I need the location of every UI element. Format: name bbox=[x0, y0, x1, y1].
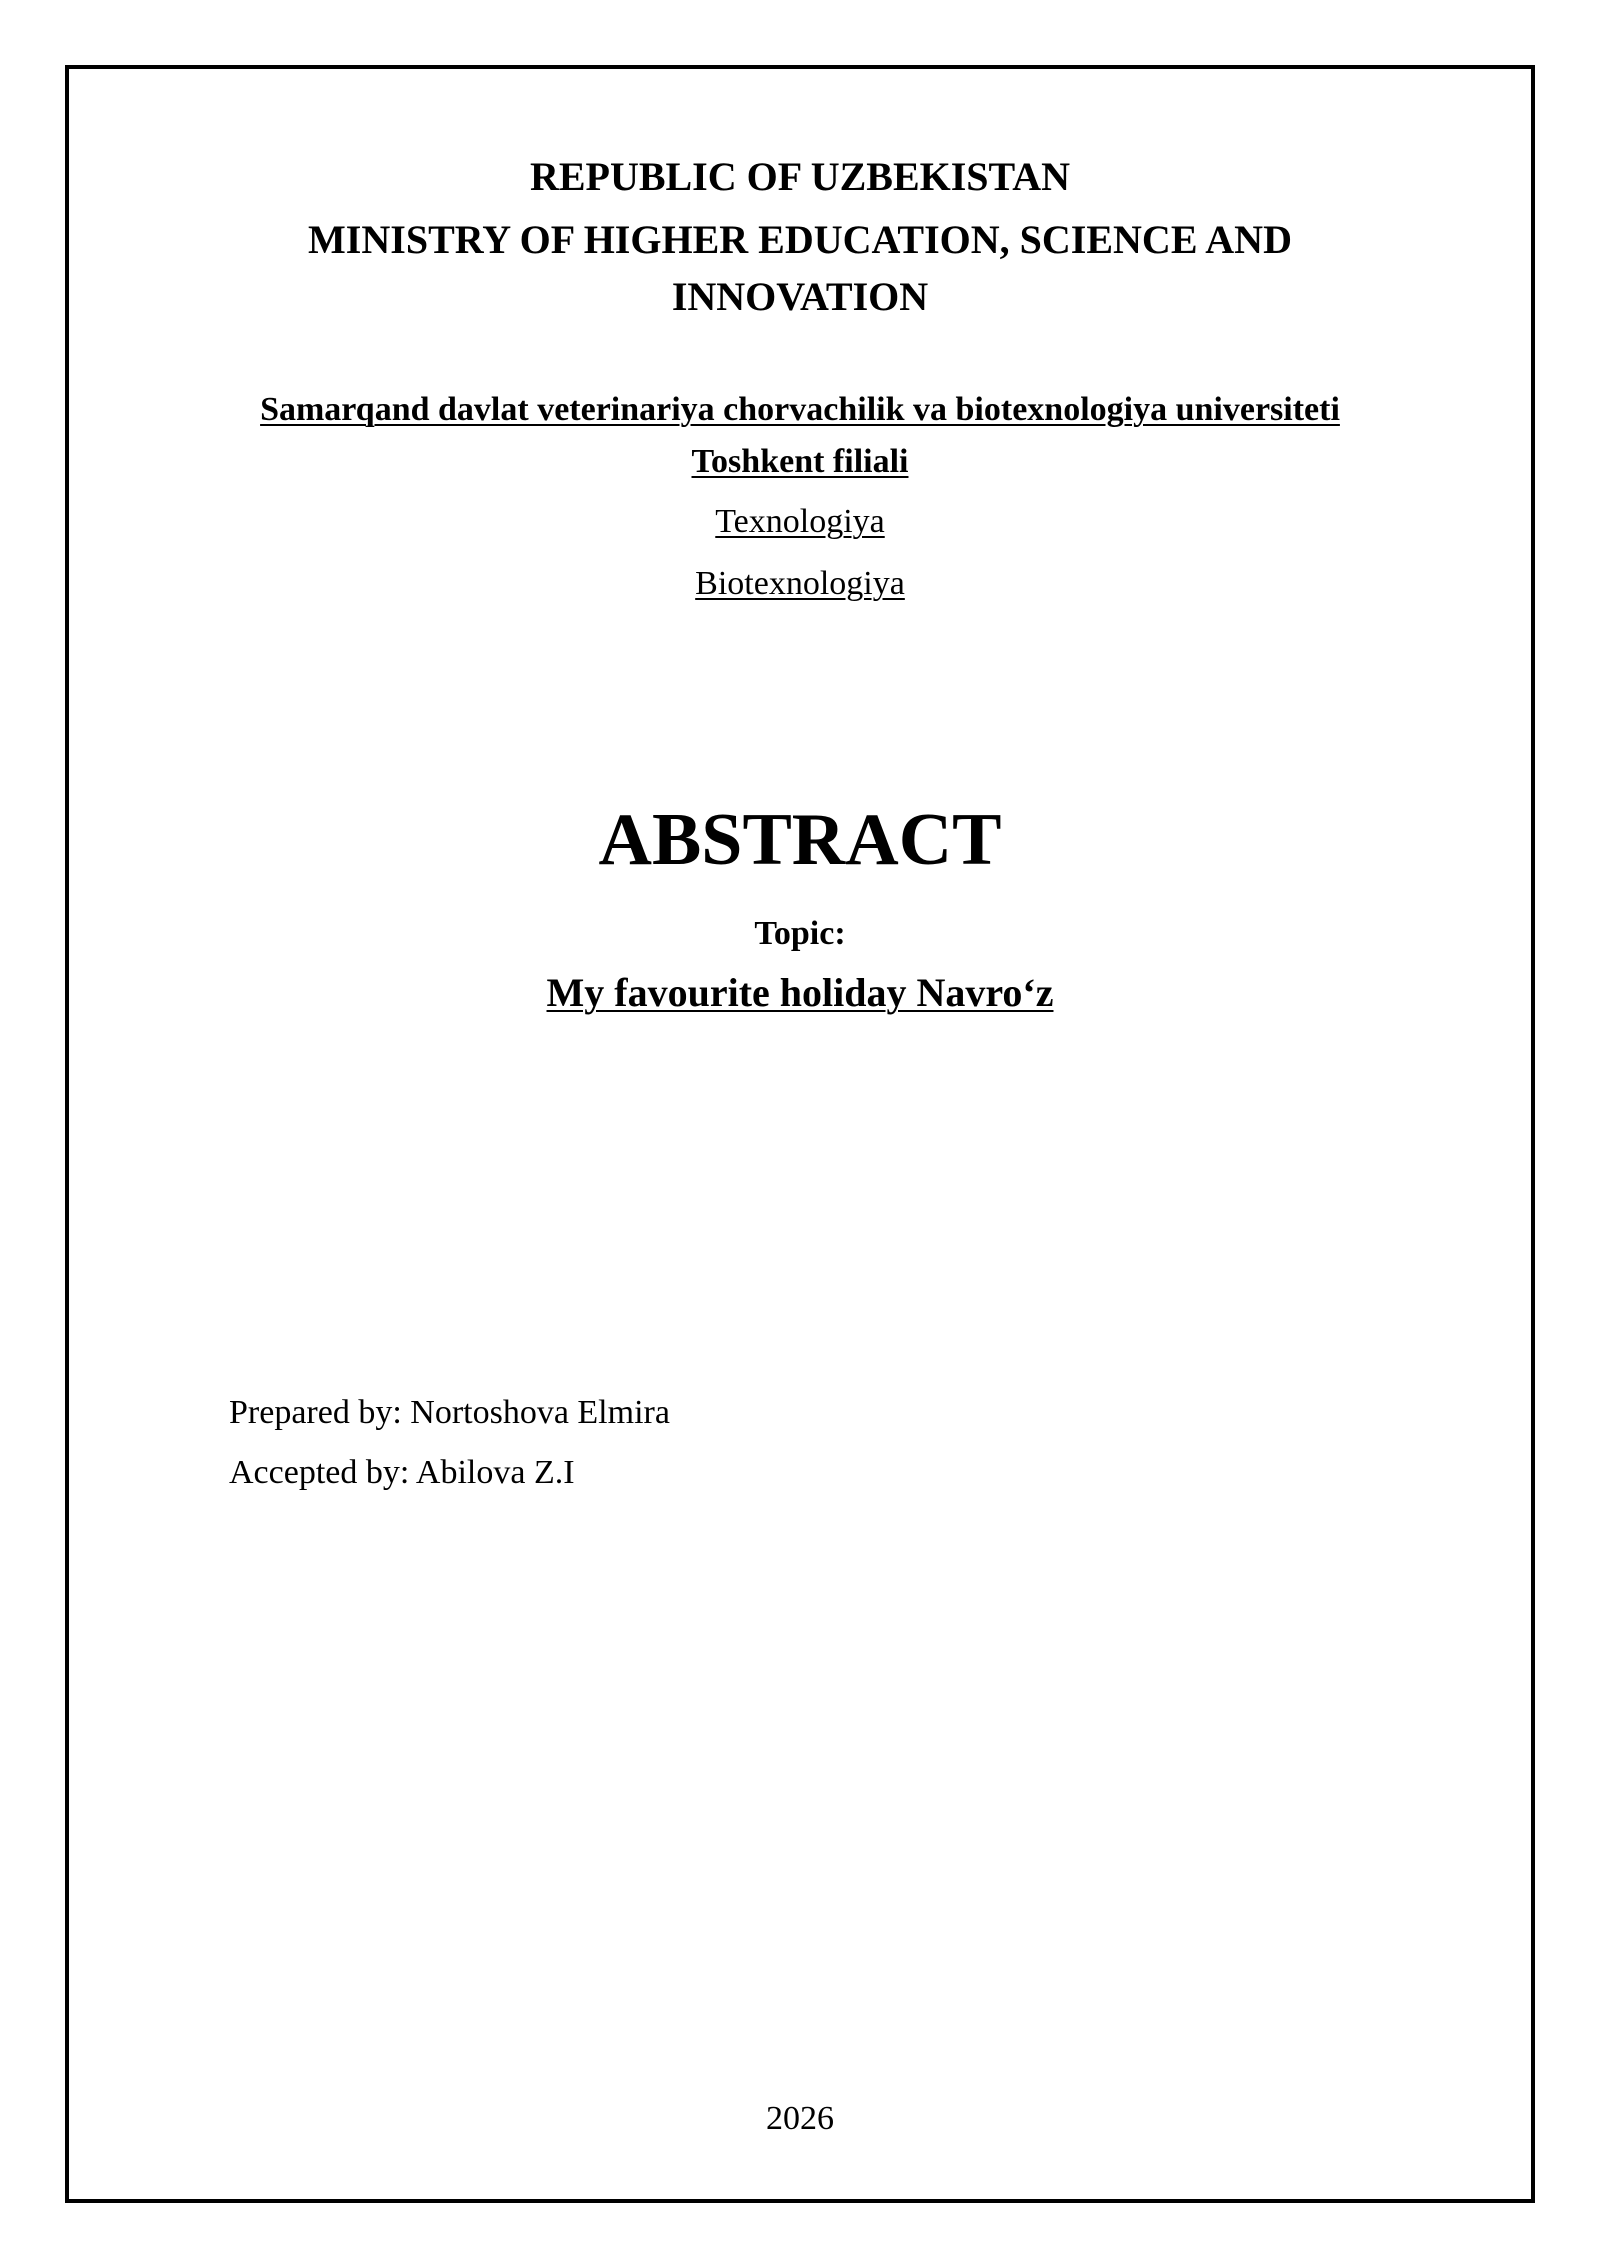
topic-title bbox=[0, 970, 1600, 1015]
department-name-text: Biotexnologiya bbox=[695, 565, 905, 602]
page-border bbox=[65, 65, 1535, 2203]
department-name bbox=[0, 567, 1600, 601]
ministry-heading-line2: INNOVATION bbox=[671, 274, 929, 319]
accepted-by: Accepted by: Abilova Z.I bbox=[229, 1454, 575, 1491]
ministry-heading-line1: MINISTRY OF HIGHER EDUCATION, SCIENCE AND bbox=[308, 217, 1292, 262]
branch-name-text: Toshkent filiali bbox=[691, 443, 909, 480]
year: 2026 bbox=[766, 2100, 834, 2137]
branch-name bbox=[0, 445, 1600, 479]
prepared-by: Prepared by: Nortoshova Elmira bbox=[229, 1394, 670, 1431]
faculty-name-text: Texnologiya bbox=[715, 503, 885, 540]
university-name bbox=[0, 393, 1600, 427]
university-name-text: Samarqand davlat veterinariya chorvachilik va biotexnologiya universiteti bbox=[260, 391, 1340, 428]
topic-title-text: My favourite holiday Navro‘z bbox=[546, 970, 1054, 1015]
topic-label: Topic: bbox=[754, 915, 846, 952]
faculty-name bbox=[0, 505, 1600, 539]
republic-heading: REPUBLIC OF UZBEKISTAN bbox=[529, 154, 1071, 199]
document-type-title: ABSTRACT bbox=[598, 799, 1002, 881]
